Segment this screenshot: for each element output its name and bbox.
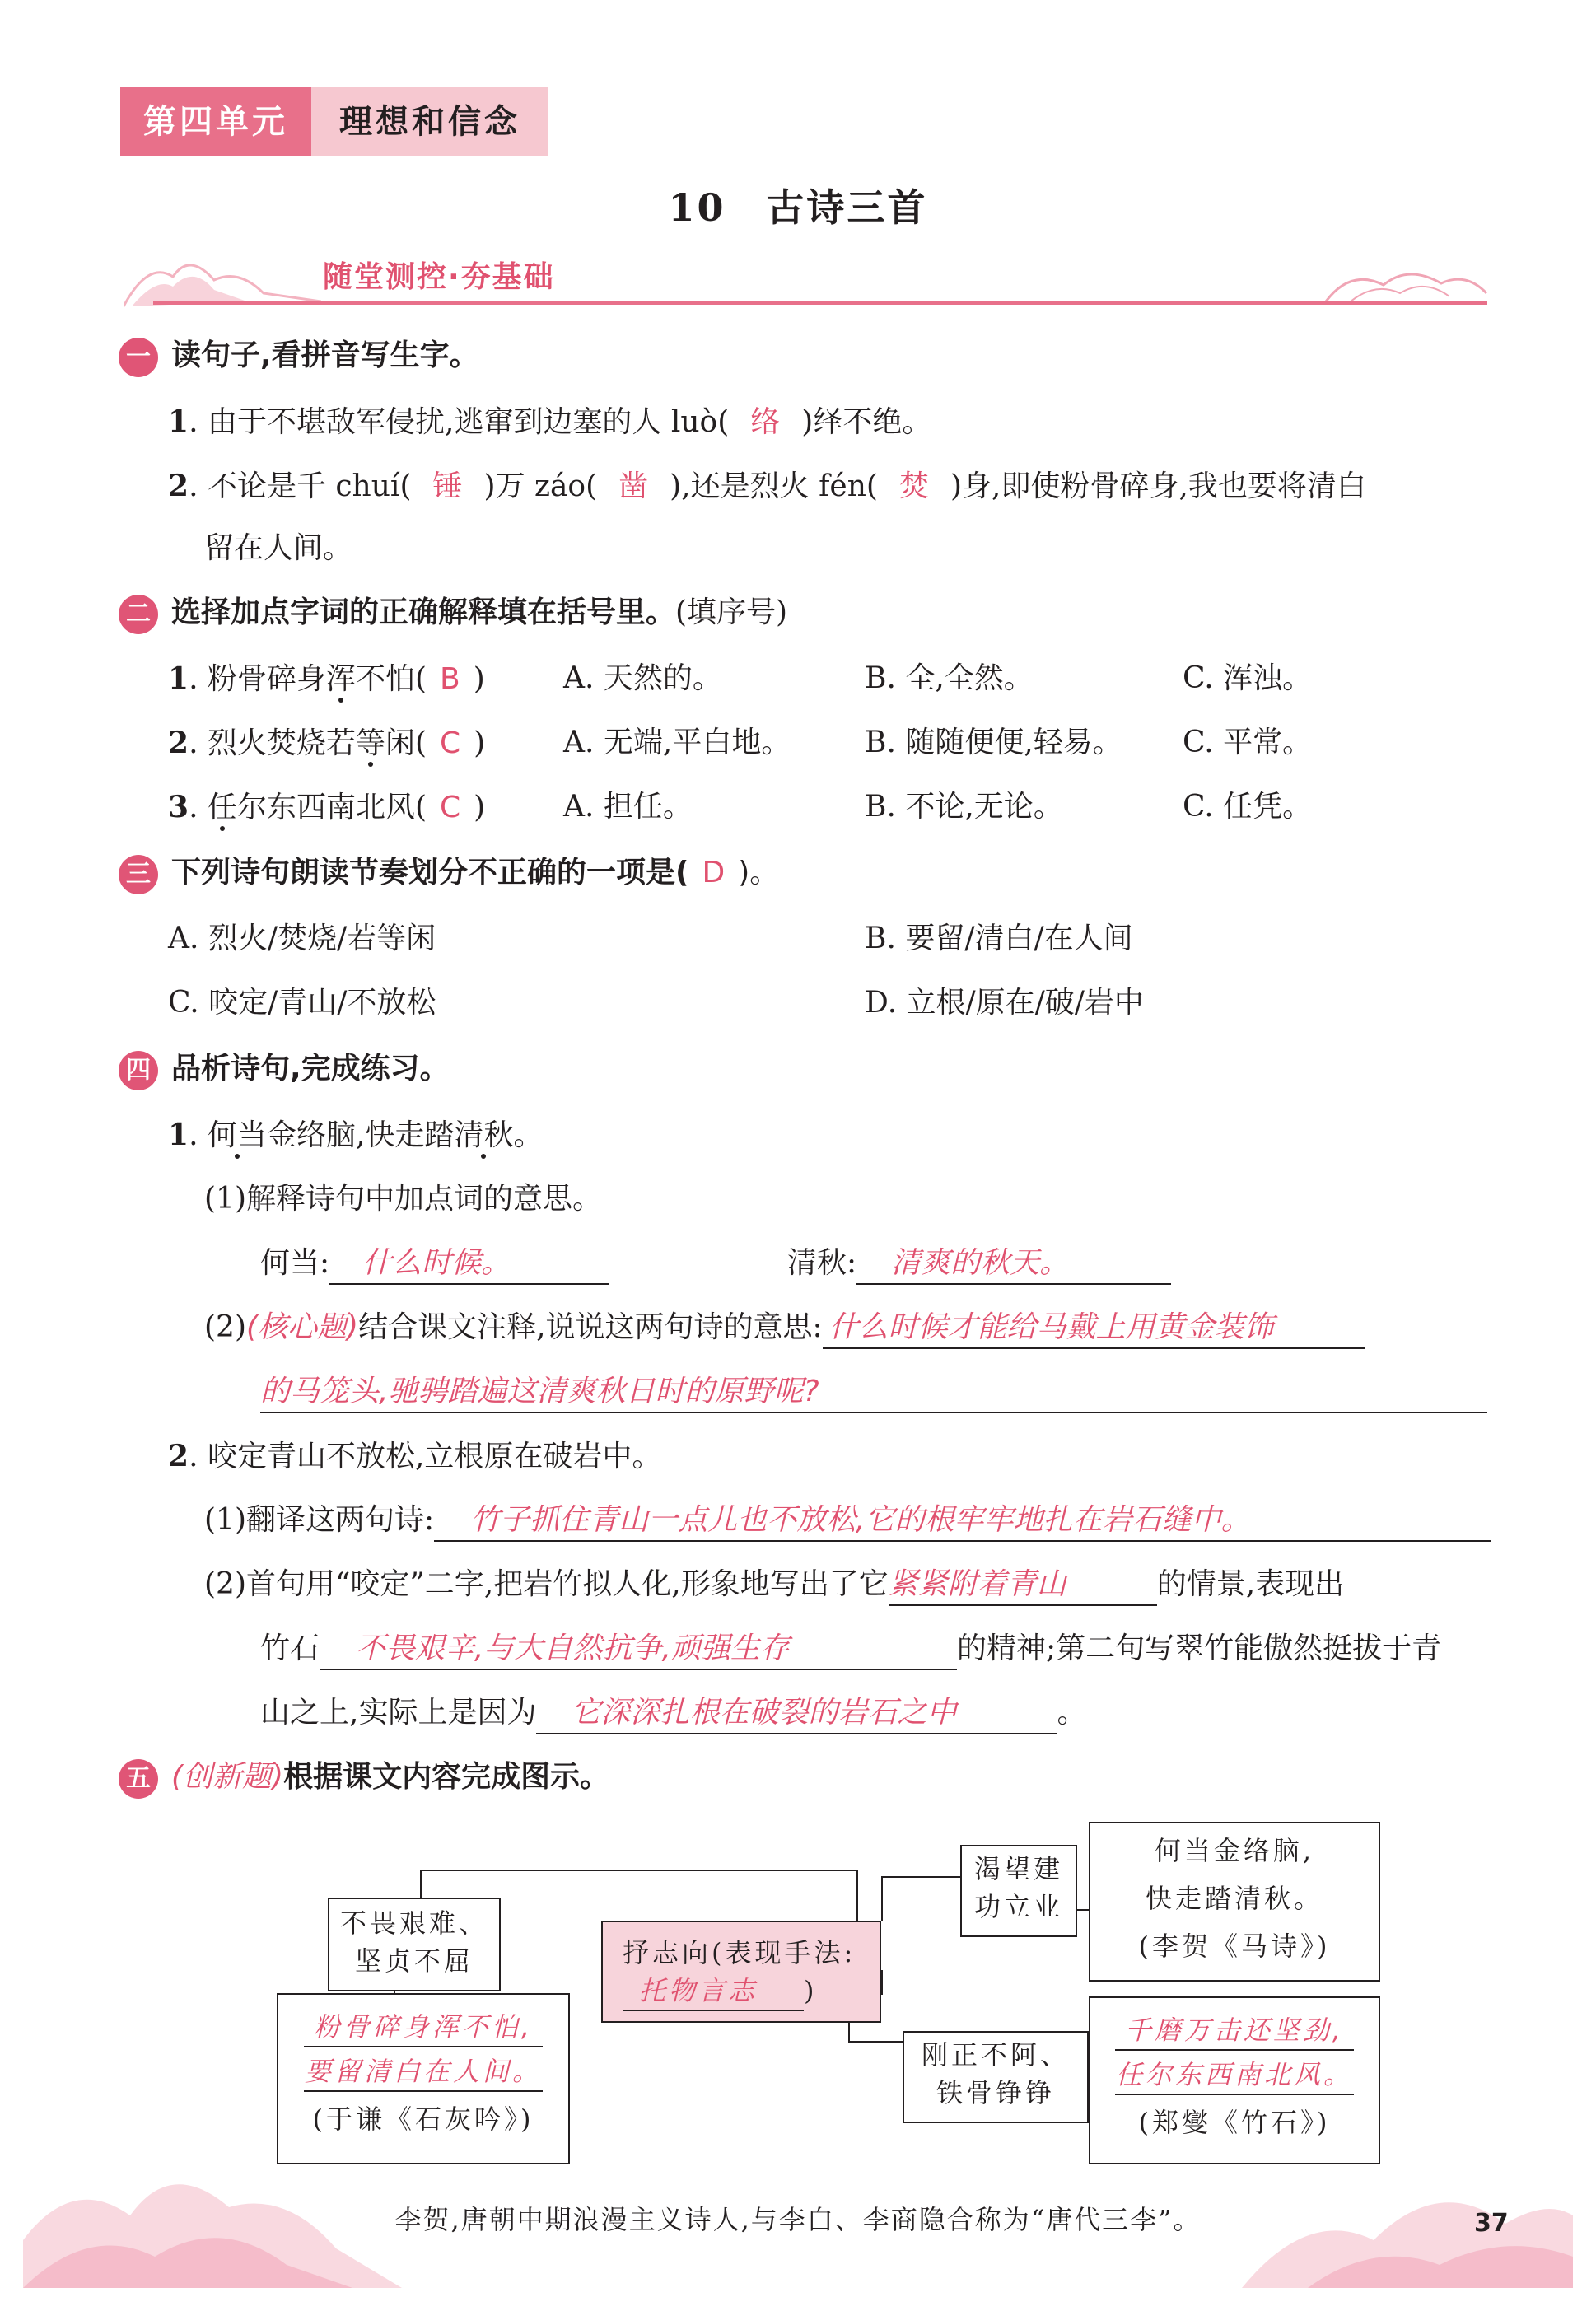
answer: 紧紧附着青山 bbox=[889, 1565, 1157, 1606]
right-bottom-trait-box: 刚正不阿、 铁骨铮铮 bbox=[903, 2031, 1089, 2123]
answer: 什么时候才能给马戴上用黄金装饰 bbox=[823, 1308, 1365, 1349]
s2-row-3-option-c: C. 任凭。 bbox=[1183, 790, 1313, 824]
s4-p2-q2-line2: 竹石 不畏艰辛,与大自然抗争,顽强生存 的精神;第二句写翠竹能傲然挺拔于青 bbox=[260, 1629, 1441, 1670]
answer: 千磨万击还坚劲, bbox=[1115, 2011, 1354, 2051]
s2-row-2-option-a: A. 无端,平白地。 bbox=[563, 726, 791, 759]
section-3-heading: 下列诗句朗读节奏划分不正确的一项是( D )。 bbox=[171, 856, 780, 889]
section-badge-4: 四 bbox=[119, 1051, 158, 1090]
answer: B bbox=[440, 662, 460, 696]
s1-question-2-cont: 留在人间。 bbox=[204, 531, 353, 565]
answer: C bbox=[440, 791, 461, 824]
answer: 要留清白在人间。 bbox=[304, 2052, 543, 2092]
answer: 凿 bbox=[618, 469, 649, 503]
s2-row-1: 1. 粉骨碎身浑不怕( B ) bbox=[168, 661, 485, 696]
mountain-decoration-icon bbox=[124, 244, 321, 310]
answer: 竹子抓住青山一点儿也不放松,它的根牢牢地扎在岩石缝中。 bbox=[434, 1501, 1491, 1542]
s2-row-1-option-c: C. 浑浊。 bbox=[1183, 661, 1313, 695]
connector bbox=[881, 1970, 883, 1995]
answer: 托物言志 bbox=[623, 1972, 804, 2011]
connector bbox=[420, 1870, 422, 1901]
s4-poem-2: 2. 咬定青山不放松,立根原在破岩中。 bbox=[168, 1439, 662, 1473]
connector bbox=[856, 1870, 858, 1921]
s4-p2-q2-line3: 山之上,实际上是因为 它深深扎根在破裂的岩石之中 。 bbox=[260, 1693, 1086, 1734]
s3-option-a: A. 烈火/焚烧/若等闲 bbox=[168, 922, 436, 955]
answer: 它深深扎根在破裂的岩石之中 bbox=[536, 1693, 1057, 1734]
lesson-title: 10 古诗三首 bbox=[668, 185, 928, 230]
s2-row-3-option-a: A. 担任。 bbox=[563, 790, 693, 824]
answer: 清爽的秋天。 bbox=[856, 1244, 1171, 1285]
section-banner: 随堂测控·夯基础 bbox=[315, 254, 563, 296]
s4-p2-q2: (2)首句用“咬定”二字,把岩竹拟人化,形象地写出了它紧紧附着青山 的情景,表现出 bbox=[204, 1565, 1344, 1606]
s4-poem-1: 1. 何当金络脑,快走踏清秋。 bbox=[168, 1118, 544, 1152]
connector bbox=[1076, 1909, 1089, 1911]
s4-p1-q2: (2)(核心题)结合课文注释,说说这两句诗的意思: 什么时候才能给马戴上用黄金装饰 bbox=[204, 1308, 1365, 1349]
s4-p2-q1: (1)翻译这两句诗: 竹子抓住青山一点儿也不放松,它的根牢牢地扎在岩石缝中。 bbox=[204, 1501, 1491, 1542]
s2-row-1-option-b: B. 全,全然。 bbox=[865, 661, 1034, 695]
s4-p1-q1: (1)解释诗句中加点词的意思。 bbox=[204, 1182, 602, 1216]
section-badge-3: 三 bbox=[119, 855, 158, 894]
s3-option-b: B. 要留/清白/在人间 bbox=[865, 922, 1133, 955]
s3-option-d: D. 立根/原在/破/岩中 bbox=[865, 986, 1144, 1020]
s4-p1-qingqiu: 清秋: 清爽的秋天。 bbox=[787, 1244, 1171, 1285]
s1-question-1: 1. 由于不堪敌军侵扰,逃窜到边塞的人 luò( 络 )绎不绝。 bbox=[168, 404, 932, 439]
answer: D bbox=[702, 856, 726, 889]
answer: 什么时候。 bbox=[329, 1244, 609, 1285]
section-4-heading: 品析诗句,完成练习。 bbox=[171, 1052, 450, 1085]
s2-row-1-option-a: A. 天然的。 bbox=[563, 661, 722, 695]
connector bbox=[420, 1870, 856, 1871]
section-badge-5: 五 bbox=[119, 1759, 158, 1799]
right-top-trait-box: 渴望建 功立业 bbox=[960, 1845, 1077, 1937]
answer: 的马笼头,驰骋踏遍这清爽秋日时的原野呢? bbox=[260, 1372, 1487, 1413]
left-trait-box: 不畏艰难、 坚贞不屈 bbox=[328, 1898, 501, 1991]
section-1-heading: 读句子,看拼音写生字。 bbox=[171, 338, 479, 372]
s4-p1-q2-cont bbox=[260, 1372, 1487, 1413]
cloud-decoration-icon bbox=[1318, 260, 1491, 306]
s2-row-3: 3. 任尔东西南北风( C ) bbox=[168, 790, 486, 824]
answer: 粉骨碎身浑不怕, bbox=[304, 2008, 543, 2047]
section-2-heading: 选择加点字词的正确解释填在括号里。(填序号) bbox=[171, 595, 788, 629]
banner-rule bbox=[153, 301, 1487, 305]
connector bbox=[881, 1876, 883, 1921]
section-5-heading: (创新题)根据课文内容完成图示。 bbox=[171, 1760, 610, 1794]
left-poem-box: 粉骨碎身浑不怕, 要留清白在人间。 (于谦《石灰吟》) bbox=[277, 1993, 570, 2164]
answer: 络 bbox=[750, 405, 781, 439]
footer-note: 李贺,唐朝中期浪漫主义诗人,与李白、李商隐合称为“唐代三李”。 bbox=[394, 2204, 1202, 2235]
s2-row-2-option-c: C. 平常。 bbox=[1183, 726, 1313, 759]
right-bottom-poem-box: 千磨万击还坚劲, 任尔东西南北风。 (郑燮《竹石》) bbox=[1089, 1996, 1380, 2164]
s3-option-c: C. 咬定/青山/不放松 bbox=[168, 986, 436, 1020]
answer: 焚 bbox=[898, 469, 929, 503]
unit-header bbox=[120, 87, 548, 156]
s4-p1-hedang: 何当: 什么时候。 bbox=[260, 1244, 609, 1285]
answer: 锤 bbox=[432, 469, 463, 503]
answer: 不畏艰辛,与大自然抗争,顽强生存 bbox=[320, 1629, 957, 1670]
s2-row-2: 2. 烈火焚烧若等闲( C ) bbox=[168, 726, 486, 760]
center-box: 抒志向(表现手法: 托物言志 ) bbox=[601, 1921, 881, 2023]
right-top-poem-box: 何当金络脑, 快走踏清秋。 (李贺《马诗》) bbox=[1089, 1822, 1380, 1982]
connector bbox=[881, 1876, 960, 1878]
unit-label: 第四单元 bbox=[120, 87, 311, 156]
s2-row-2-option-b: B. 随随便便,轻易。 bbox=[865, 726, 1122, 759]
s2-row-3-option-b: B. 不论,无论。 bbox=[865, 790, 1063, 824]
answer: 任尔东西南北风。 bbox=[1115, 2056, 1354, 2095]
page-number: 37 bbox=[1474, 2209, 1509, 2238]
section-badge-2: 二 bbox=[119, 595, 158, 634]
unit-theme: 理想和信念 bbox=[311, 87, 548, 156]
s1-question-2: 2. 不论是千 chuí( 锤 )万 záo( 凿 ),还是烈火 fén( 焚 )身,即使粉骨碎身,我也要将清白 bbox=[168, 469, 1366, 503]
answer: C bbox=[440, 726, 461, 760]
section-badge-1: 一 bbox=[119, 338, 158, 377]
